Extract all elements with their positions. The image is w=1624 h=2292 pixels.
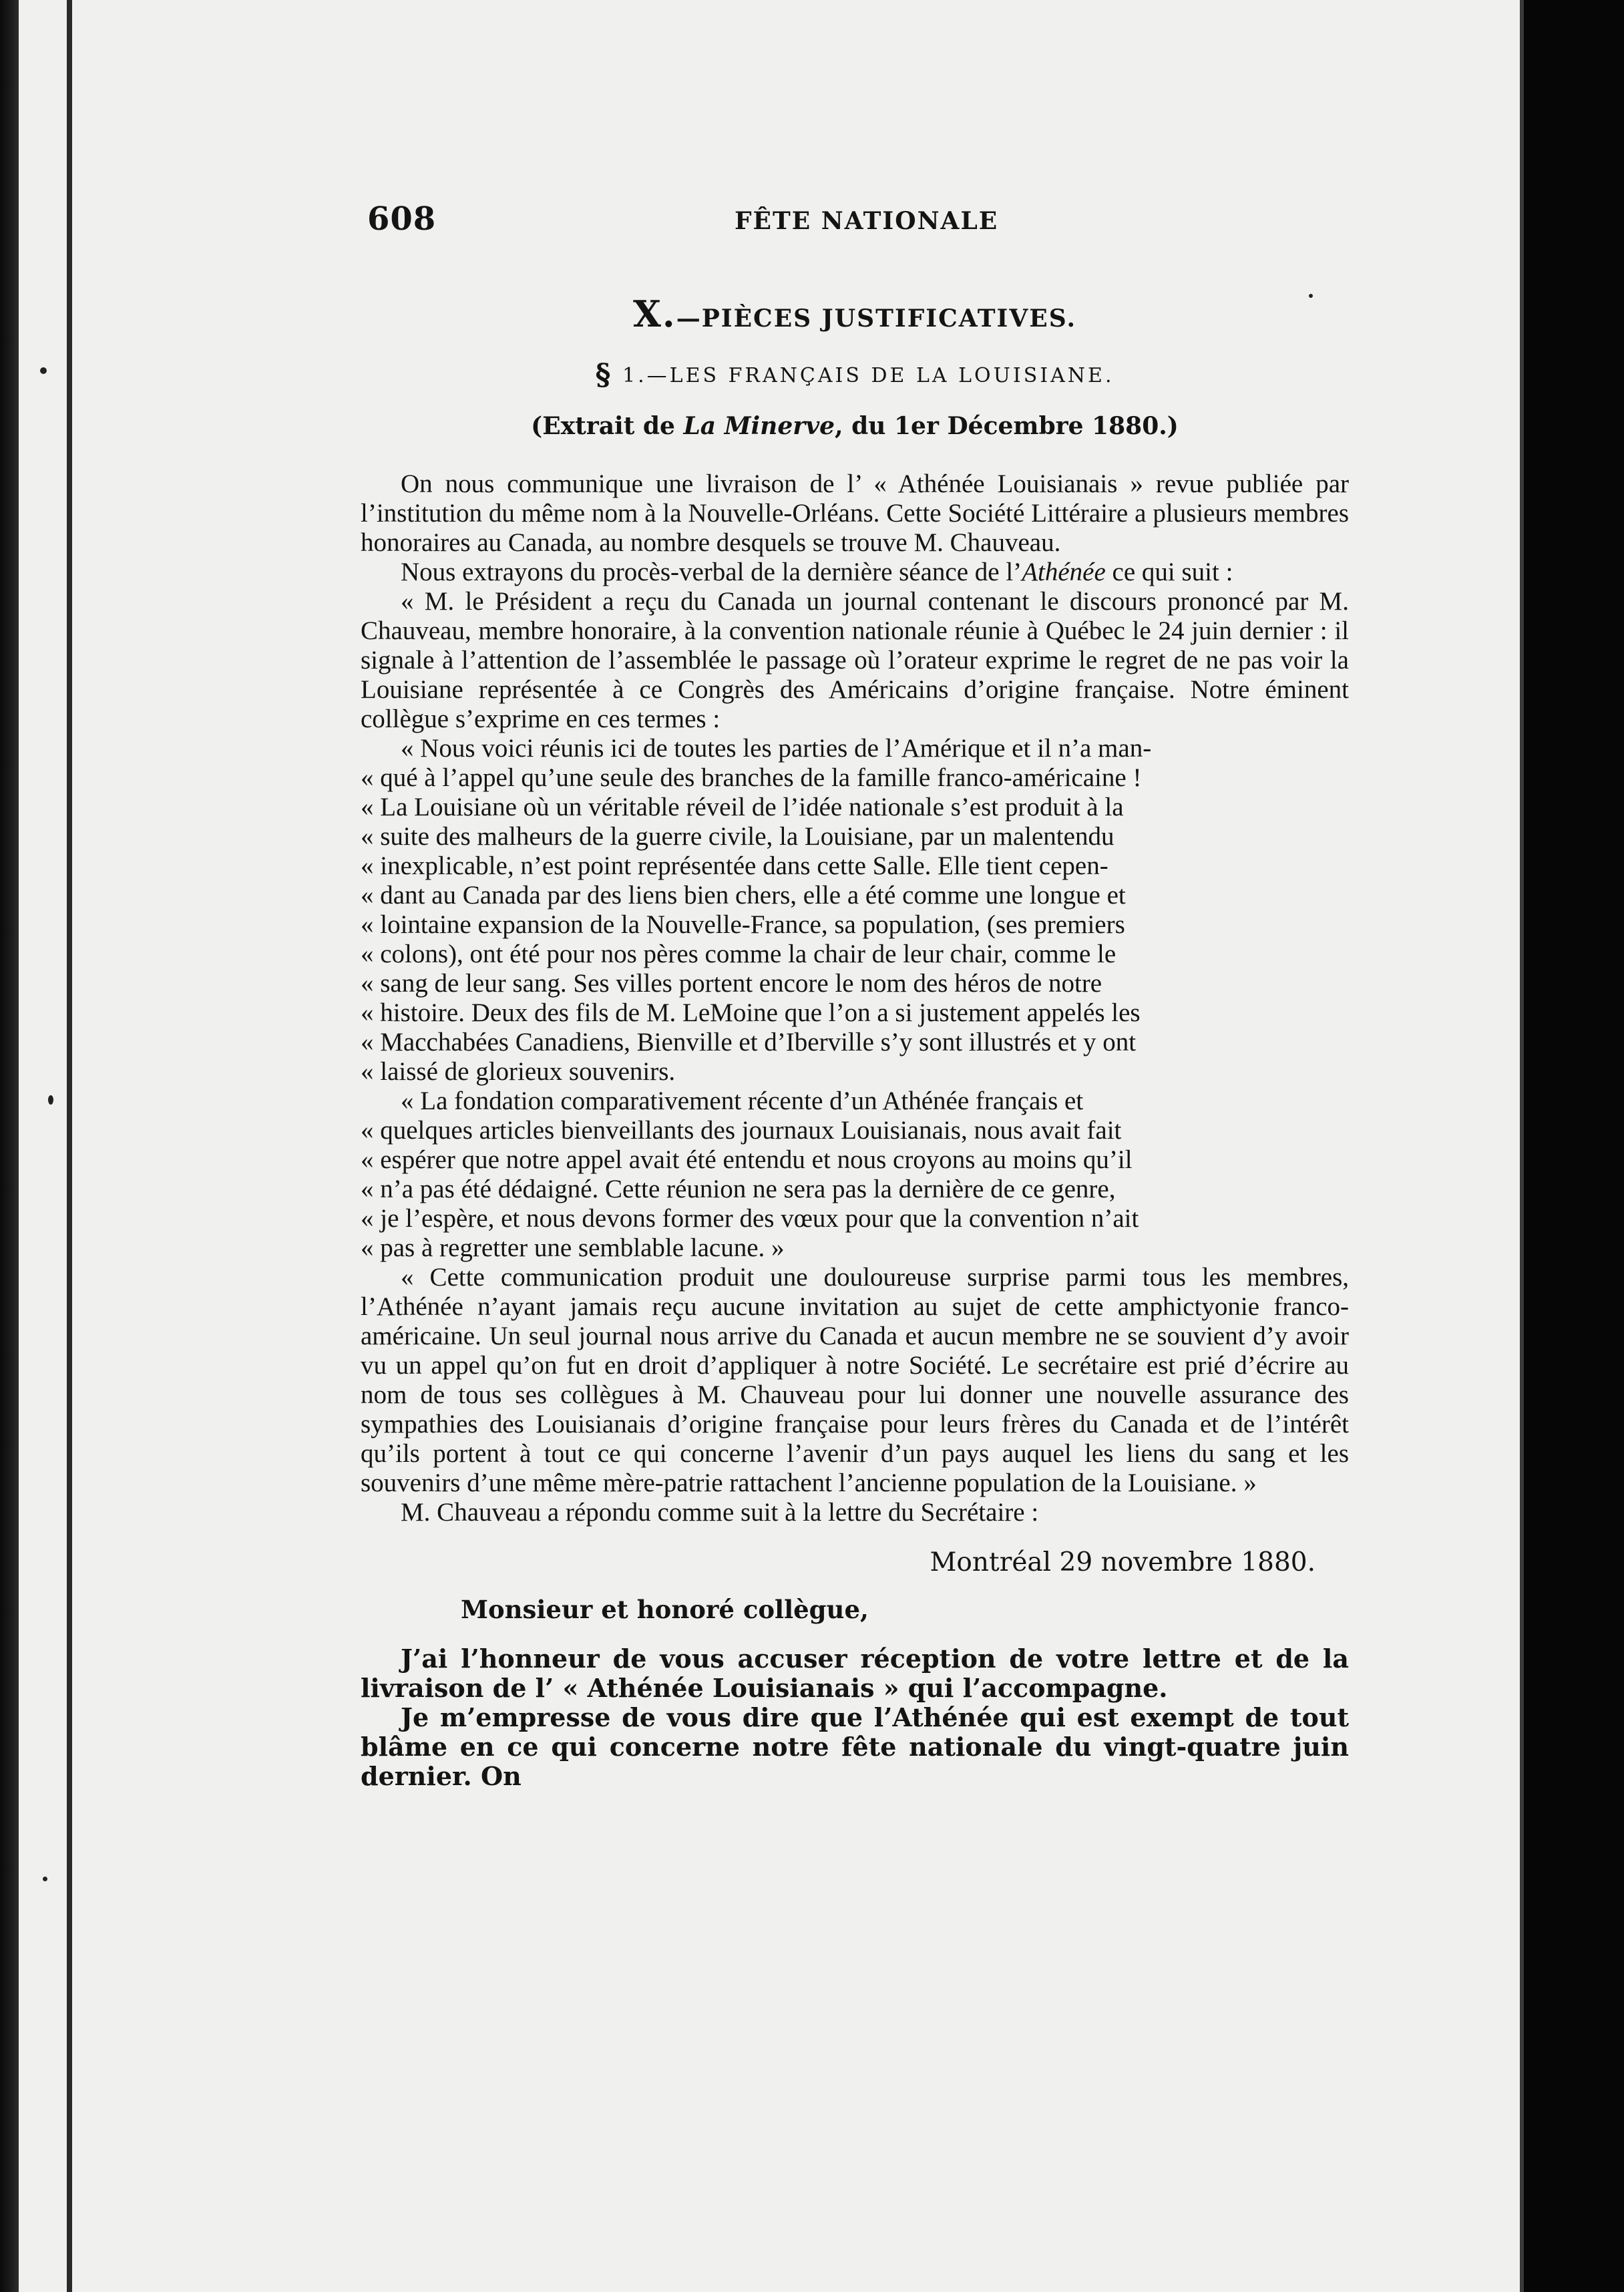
quote-block-2 [361,1087,1349,1263]
letter-salutation: Monsieur et honoré collègue, [461,1595,869,1624]
quote-line: « pas à regretter une semblable lacune. » [361,1233,785,1262]
paragraph-3: « M. le Président a reçu du Canada un journal contenant le discours prononcé par M. Chauveau, membre honoraire, à la convention nationale réunie à Québec le 24 juin dernier : il signale à l’attention de l’assemblée le passage où l’orateur exprime le regret de ne pas voir la Louisiane représentée à ce Congrès des Américains d’origine française. Notre éminent collègue s’exprime en ces termes : [361,587,1349,733]
quote-line: « La Louisiane où un véritable réveil de l’idée nationale s’est produit à la [361,793,1124,821]
quote-line: « laissé de glorieux souvenirs. [361,1057,676,1086]
paragraph-2-start: Nous extrayons du procès-verbal de la dernière séance de l’ [401,558,1022,586]
quote-line: « dant au Canada par des liens bien chers, elle a été comme une longue et [361,881,1126,910]
subsection-title-text: 1.—LES FRANÇAIS DE LA LOUISIANE. [622,364,1114,387]
source-journal: La Minerve [683,412,835,440]
quote-line: « histoire. Deux des fils de M. LeMoine que l’on a si justement appelés les [361,998,1141,1027]
paragraph-2-end: ce qui suit : [1105,558,1233,586]
quote-line: « lointaine expansion de la Nouvelle-France, sa population, (ses premiers [361,910,1125,939]
letter-paragraph-1: J’ai l’honneur de vous accuser réception de votre lettre et de la livraison de l’ « Athénée Louisianais » qui l’accompagne. [361,1644,1349,1703]
quote-line: « colons), ont été pour nos pères comme la chair de leur chair, comme le [361,940,1116,968]
source-citation [361,412,1349,440]
paragraph-2-italic: Athénée [1022,558,1106,586]
paragraph-2 [361,558,1349,587]
quote-line: « espérer que notre appel avait été entendu et nous croyons au moins qu’il [361,1145,1133,1174]
section-title [361,293,1349,335]
quote-line: « La fondation comparativement récente d’un Athénée français et [401,1087,1084,1115]
letter-dateline: Montréal 29 novembre 1880. [930,1547,1315,1577]
subsection-title [361,358,1349,392]
page-number: 608 [367,200,437,238]
document-page [361,200,1349,2204]
quote-line: « quelques articles bienveillants des journaux Louisianais, nous avait fait [361,1116,1122,1145]
quote-line: « je l’espère, et nous devons former des vœux pour que la convention n’ait [361,1204,1139,1233]
source-prefix: (Extrait de [531,412,684,440]
article-body [361,469,1349,1527]
quote-line: « Nous voici réunis ici de toutes les parties de l’Amérique et il n’a man- [401,734,1152,763]
section-symbol: § [595,358,614,392]
quote-block-1 [361,734,1349,1087]
binding-gutter-line [67,0,72,2292]
quote-line: « Macchabées Canadiens, Bienville et d’Iberville s’y sont illustrés et y ont [361,1028,1137,1057]
paragraph-4: « Cette communication produit une douloureuse surprise parmi tous les membres, l’Athénée n’ayant jamais reçu aucune invitation au sujet de cette amphictyonie franco-américaine. Un seul journal nous arrive du Canada et aucun membre ne se souvient d’y avoir vu un appel qu’on fut en droit d’appliquer à notre Société. Le secrétaire est prié d’écrire au nom de tous ses collègues à M. Chauveau pour lui donner une nouvelle assurance des sympathies des Louisianais d’origine française pour leurs frères du Canada et de l’intérêt qu’ils portent à tout ce qui concerne l’avenir d’un pays auquel les liens du sang et les souvenirs d’une même mère-patrie rattachent l’ancienne population de la Louisiane. » [361,1263,1349,1497]
quote-line: « sang de leur sang. Ses villes portent encore le nom des héros de notre [361,969,1102,998]
quote-line: « qué à l’appel qu’une seule des branches de la famille franco-américaine ! [361,763,1142,792]
quote-line: « suite des malheurs de la guerre civile, la Louisiane, par un malentendu [361,822,1114,851]
section-title-text: —PIÈCES JUSTIFICATIVES. [676,305,1076,333]
paragraph-1: On nous communique une livraison de l’ « Athénée Louisianais » revue publiée par l’institution du même nom à la Nouvelle-Orléans. Cette Société Littéraire a plusieurs membres honoraires au Canada, au nombre desquels se trouve M. Chauveau. [361,469,1349,557]
letter-body [361,1644,1349,1791]
source-suffix: , du 1er Décembre 1880.) [835,412,1179,440]
paragraph-5: M. Chauveau a répondu comme suit à la lettre du Secrétaire : [401,1498,1039,1527]
quote-line: « n’a pas été dédaigné. Cette réunion ne sera pas la dernière de ce genre, [361,1175,1116,1203]
letter-paragraph-2: Je m’empresse de vous dire que l’Athénée qui est exempt de tout blâme en ce qui concerne notre fête nationale du vingt-quatre juin dernier. On [361,1702,1349,1791]
section-numeral: X. [633,293,676,335]
running-head [361,200,1349,247]
running-title: FÊTE NATIONALE [735,207,999,235]
scan-left-edge [0,0,19,2292]
scan-right-edge [1524,0,1624,2292]
quote-line: « inexplicable, n’est point représentée dans cette Salle. Elle tient cepen- [361,851,1108,880]
